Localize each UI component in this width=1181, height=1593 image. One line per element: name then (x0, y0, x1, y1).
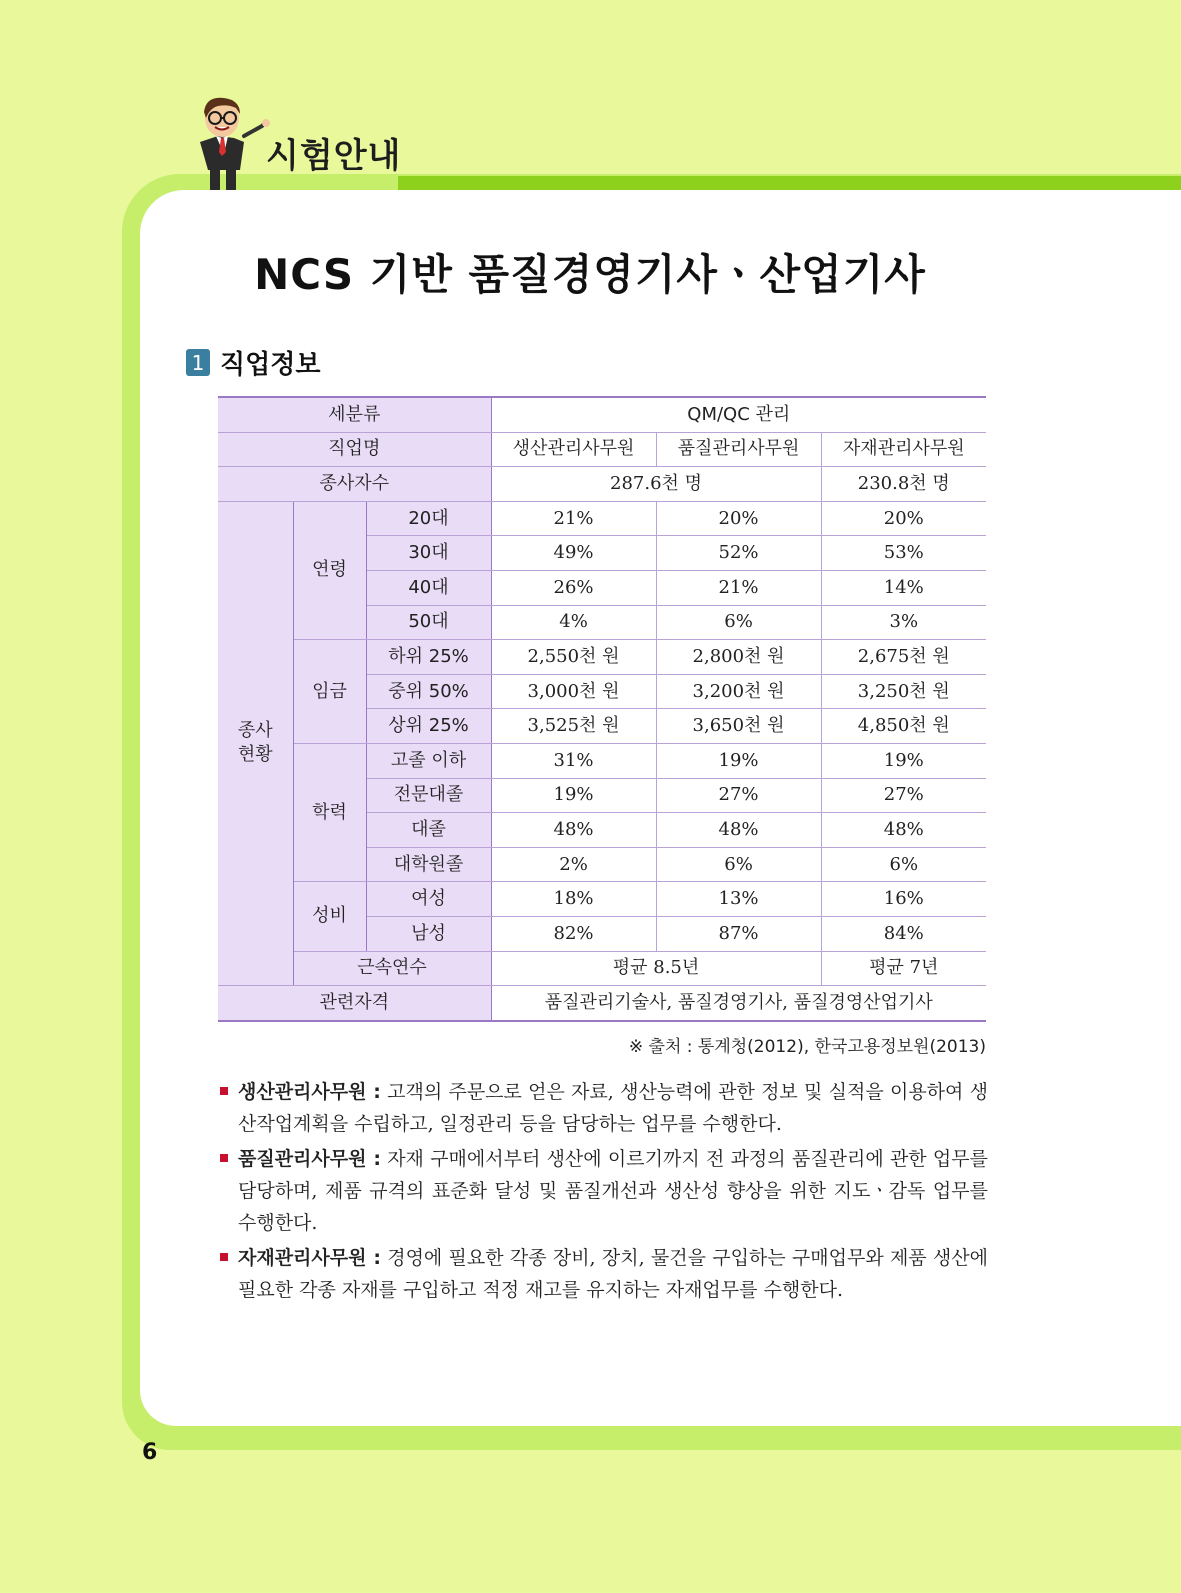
table-row (218, 432, 986, 467)
subcategory-label: 세분류 (218, 397, 491, 432)
certification-value: 품질관리기술사, 품질경영기사, 품질경영산업기사 (491, 986, 986, 1021)
page-number: 6 (142, 1440, 158, 1465)
value-cell: 87% (656, 916, 821, 951)
mascot-illustration (188, 96, 270, 192)
description-text: 고객의 주문으로 얻은 자료, 생산능력에 관한 정보 및 실적을 이용하여 생산작업계획을 수립하고, 일정관리 등을 담당하는 업무를 수행한다. (238, 1081, 988, 1135)
value-cell: 27% (656, 778, 821, 813)
table-row (218, 640, 986, 675)
table-row (218, 882, 986, 917)
value-cell: 2,550천 원 (491, 640, 656, 675)
page-title: NCS 기반 품질경영기사ㆍ산업기사 (254, 250, 926, 299)
value-cell: 2,800천 원 (656, 640, 821, 675)
group-label: 성비 (293, 882, 366, 951)
value-cell: 6% (656, 605, 821, 640)
value-cell: 3,000천 원 (491, 674, 656, 709)
table-row (218, 951, 986, 986)
value-cell: 13% (656, 882, 821, 917)
description-item (218, 1242, 988, 1306)
value-cell: 48% (656, 813, 821, 848)
row-label: 대학원졸 (366, 847, 491, 882)
value-cell: 48% (491, 813, 656, 848)
tenure-value: 평균 7년 (821, 951, 986, 986)
value-cell: 2% (491, 847, 656, 882)
certification-label: 관련자격 (218, 986, 491, 1021)
value-cell: 20% (821, 501, 986, 536)
square-bullet-icon (220, 1253, 228, 1261)
description-text: 경영에 필요한 각종 장비, 장치, 물건을 구입하는 구매업무와 제품 생산에 필요한 각종 자재를 구입하고 적정 재고를 유지하는 자재업무를 수행한다. (238, 1247, 988, 1301)
row-label: 30대 (366, 536, 491, 571)
section-heading (186, 344, 320, 381)
description-term: 품질관리사무원 : (238, 1148, 381, 1170)
table-row (218, 467, 986, 502)
value-cell: 3% (821, 605, 986, 640)
value-cell: 3,250천 원 (821, 674, 986, 709)
row-label: 40대 (366, 570, 491, 605)
row-label: 20대 (366, 501, 491, 536)
value-cell: 82% (491, 916, 656, 951)
table-row (218, 743, 986, 778)
value-cell: 31% (491, 743, 656, 778)
group-label: 임금 (293, 640, 366, 744)
row-label: 남성 (366, 916, 491, 951)
section-number-badge: 1 (186, 349, 210, 376)
description-term: 자재관리사무원 : (238, 1247, 381, 1269)
description-item (218, 1143, 988, 1239)
value-cell: 4,850천 원 (821, 709, 986, 744)
value-cell: 19% (821, 743, 986, 778)
row-label: 대졸 (366, 813, 491, 848)
row-label: 50대 (366, 605, 491, 640)
table-row (218, 397, 986, 432)
row-label: 여성 (366, 882, 491, 917)
value-cell: 53% (821, 536, 986, 571)
job-name-label: 직업명 (218, 432, 491, 467)
value-cell: 84% (821, 916, 986, 951)
square-bullet-icon (220, 1087, 228, 1095)
group-label: 연령 (293, 501, 366, 639)
group-label: 학력 (293, 743, 366, 881)
table-row (218, 986, 986, 1021)
job-descriptions (218, 1076, 988, 1309)
header-bar (398, 176, 1181, 190)
value-cell: 21% (491, 501, 656, 536)
status-label: 종사 현황 (218, 501, 293, 985)
value-cell: 52% (656, 536, 821, 571)
value-cell: 3,200천 원 (656, 674, 821, 709)
workers-label: 종사자수 (218, 467, 491, 502)
value-cell: 19% (491, 778, 656, 813)
table-row (218, 501, 986, 536)
job-name-cell: 생산관리사무원 (491, 432, 656, 467)
value-cell: 6% (656, 847, 821, 882)
section-label: 시험안내 (266, 136, 402, 176)
value-cell: 18% (491, 882, 656, 917)
value-cell: 27% (821, 778, 986, 813)
value-cell: 49% (491, 536, 656, 571)
value-cell: 16% (821, 882, 986, 917)
description-term: 생산관리사무원 : (238, 1081, 381, 1103)
value-cell: 2,675천 원 (821, 640, 986, 675)
square-bullet-icon (220, 1154, 228, 1162)
description-item (218, 1076, 988, 1140)
value-cell: 6% (821, 847, 986, 882)
job-name-cell: 품질관리사무원 (656, 432, 821, 467)
value-cell: 14% (821, 570, 986, 605)
row-label: 상위 25% (366, 709, 491, 744)
value-cell: 19% (656, 743, 821, 778)
row-label: 중위 50% (366, 674, 491, 709)
value-cell: 48% (821, 813, 986, 848)
section-title: 직업정보 (220, 350, 321, 380)
job-info-table (218, 396, 986, 1022)
job-name-cell: 자재관리사무원 (821, 432, 986, 467)
value-cell: 3,650천 원 (656, 709, 821, 744)
tenure-value: 평균 8.5년 (491, 951, 821, 986)
tenure-label: 근속연수 (293, 951, 491, 986)
value-cell: 3,525천 원 (491, 709, 656, 744)
description-text: 자재 구매에서부터 생산에 이르기까지 전 과정의 품질관리에 관한 업무를 담당하며, 제품 규격의 표준화 달성 및 품질개선과 생산성 향상을 위한 지도ㆍ감독 업무를 수행한다. (238, 1148, 988, 1234)
value-cell: 4% (491, 605, 656, 640)
value-cell: 26% (491, 570, 656, 605)
value-cell: 20% (656, 501, 821, 536)
row-label: 하위 25% (366, 640, 491, 675)
subcategory-value: QM/QC 관리 (491, 397, 986, 432)
source-note: ※ 출처 : 통계청(2012), 한국고용정보원(2013) (628, 1037, 986, 1057)
workers-value: 230.8천 명 (821, 467, 986, 502)
row-label: 고졸 이하 (366, 743, 491, 778)
workers-value: 287.6천 명 (491, 467, 821, 502)
value-cell: 21% (656, 570, 821, 605)
row-label: 전문대졸 (366, 778, 491, 813)
